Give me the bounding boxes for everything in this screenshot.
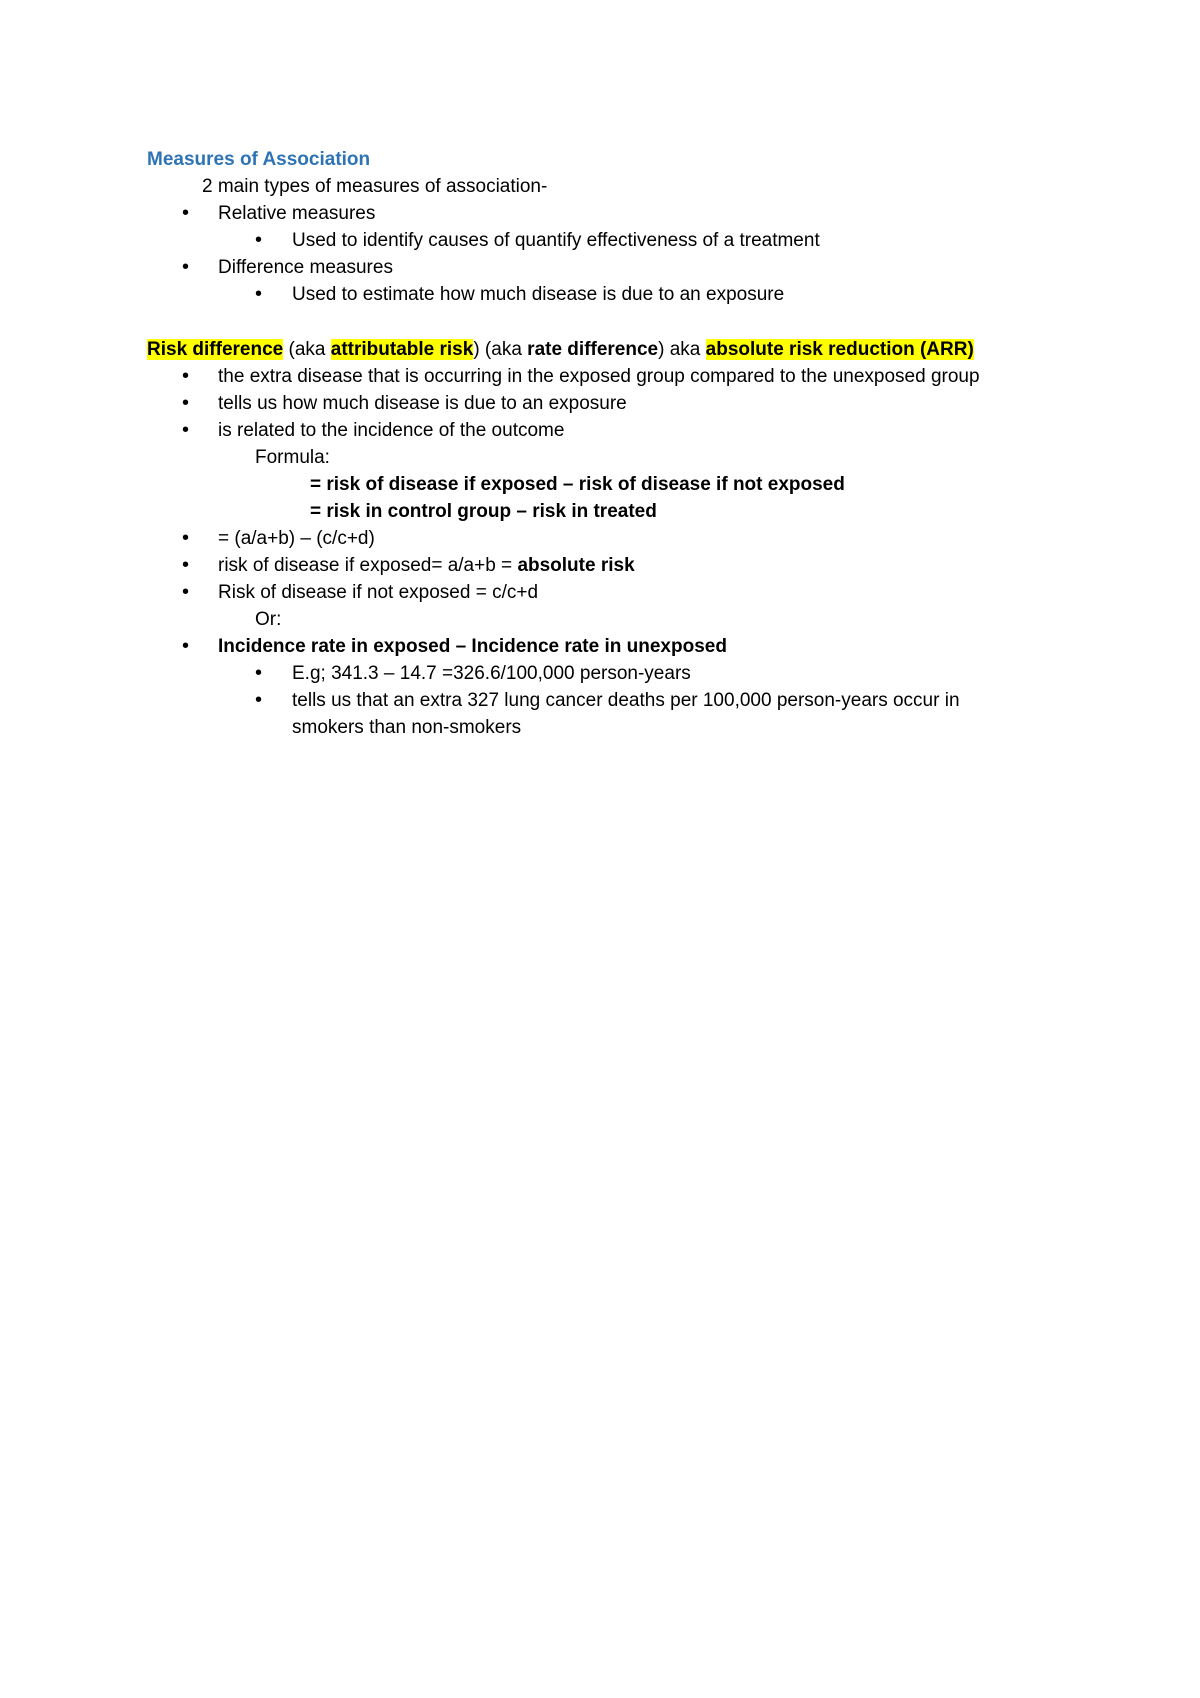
or-label: Or: — [255, 609, 282, 630]
term-rate-difference: rate difference — [527, 339, 659, 360]
list-item-label: = (a/a+b) – (c/c+d) — [218, 528, 375, 549]
absolute-risk-term: absolute risk — [517, 555, 635, 576]
bullet-icon: • — [255, 229, 263, 251]
sub-item-continuation: smokers than non-smokers — [292, 717, 522, 738]
list-item-label: the extra disease that is occurring in the exposed group compared to the unexposed group — [218, 366, 980, 387]
sub-item-label: tells us that an extra 327 lung cancer deaths per 100,000 person-years occur in — [292, 690, 960, 711]
bullet-icon: • — [255, 662, 263, 684]
formula-label: Formula: — [255, 447, 330, 468]
term-attributable-risk: attributable risk — [330, 339, 474, 360]
text-aka-1: (aka — [283, 339, 331, 360]
text-aka-3: ) aka — [658, 339, 706, 360]
term-absolute-risk-reduction: absolute risk reduction (ARR) — [705, 339, 974, 360]
list-item-label: is related to the incidence of the outcome — [218, 420, 565, 441]
bullet-icon: • — [255, 689, 263, 711]
term-risk-difference: Risk difference — [147, 339, 284, 360]
intro-text: 2 main types of measures of association- — [202, 176, 548, 197]
bullet-icon: • — [182, 202, 190, 224]
bullet-icon: • — [182, 365, 190, 387]
absolute-risk-prefix: risk of disease if exposed= a/a+b = — [218, 555, 518, 576]
bullet-icon: • — [182, 635, 190, 657]
sub-item-label: Used to estimate how much disease is due to an exposure — [292, 284, 785, 305]
bullet-icon: • — [182, 527, 190, 549]
bullet-icon: • — [182, 419, 190, 441]
list-item-label — [218, 552, 635, 579]
list-item-label: Risk of disease if not exposed = c/c+d — [218, 582, 539, 603]
sub-item-label: E.g; 341.3 – 14.7 =326.6/100,000 person-years — [292, 663, 691, 684]
bullet-icon: • — [182, 581, 190, 603]
bullet-icon: • — [182, 256, 190, 278]
bullet-icon: • — [182, 554, 190, 576]
list-item-label: Difference measures — [218, 257, 393, 278]
list-item-label: Incidence rate in exposed – Incidence rate in unexposed — [218, 636, 727, 657]
risk-difference-heading — [147, 336, 974, 363]
text-aka-2: ) (aka — [473, 339, 528, 360]
list-item-label: tells us how much disease is due to an exposure — [218, 393, 627, 414]
page-title: Measures of Association — [147, 149, 371, 170]
formula-line: = risk of disease if exposed – risk of disease if not exposed — [310, 474, 845, 495]
list-item-label: Relative measures — [218, 203, 376, 224]
sub-item-label: Used to identify causes of quantify effectiveness of a treatment — [292, 230, 820, 251]
bullet-icon: • — [255, 283, 263, 305]
bullet-icon: • — [182, 392, 190, 414]
formula-line: = risk in control group – risk in treated — [310, 501, 657, 522]
